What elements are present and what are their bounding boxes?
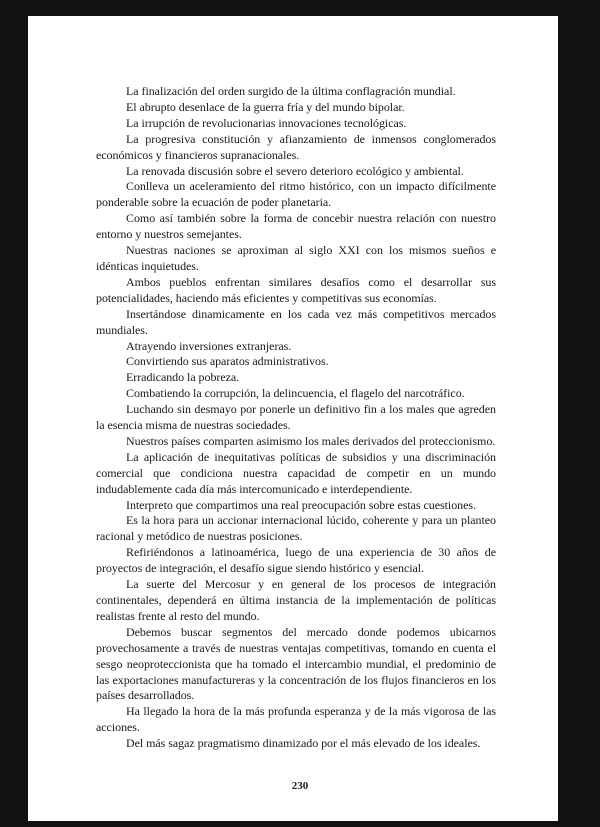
paragraph: Insertándose dinamicamente en los cada vez más competitivos mercados mundiales. — [96, 306, 496, 337]
paragraph: Nuestros países comparten asimismo los males derivados del proteccionismo. — [126, 433, 496, 448]
paragraph: Ambos pueblos enfrentan similares desafíos como el desarrollar sus potencialidades, haciendo más eficientes y competitivas sus economías. — [96, 274, 496, 305]
paragraph: Interpreto que compartimos una real preocupación sobre estas cuestiones. — [126, 497, 476, 512]
scan-border-right — [558, 0, 600, 827]
paragraph: La irrupción de revolucionarias innovaciones tecnológicas. — [126, 115, 407, 130]
scan-border-left — [0, 0, 28, 827]
paragraph: Combatiendo la corrupción, la delincuencia, el flagelo del narcotráfico. — [126, 386, 465, 401]
paragraph: La renovada discusión sobre el severo deterioro ecológico y ambiental. — [126, 163, 464, 178]
paragraph: Nuestras naciones se aproximan al siglo XXI con los mismos sueños e idénticas inquietudes. — [96, 243, 496, 273]
paragraph: Ha llegado la hora de la más profunda esperanza y de la más vigorosa de las acciones. — [96, 704, 496, 735]
paragraph: Convirtiendo sus aparatos administrativos. — [126, 354, 329, 369]
scan-border-bottom — [0, 821, 600, 827]
paragraph: La suerte del Mercosur y en general de los procesos de integración continentales, dependerá en última instancia de la implementación de políticas realistas frente al resto del mundo. — [96, 577, 496, 623]
paragraph: Del más sagaz pragmatismo dinamizado por el más elevado de los ideales. — [126, 736, 481, 751]
page-number: 230 — [291, 780, 309, 792]
paragraph: Luchando sin desmayo por ponerle un definitivo fin a los males que agreden la esencia misma de nuestras sociedades. — [96, 402, 496, 433]
paragraph: Conlleva un aceleramiento del ritmo histórico, con un impacto difícilmente ponderable sobre la ecuación de poder planetaria. — [96, 179, 496, 210]
paragraph: Como así también sobre la forma de concebir nuestra relación con nuestro entorno y nuestros semejantes. — [96, 211, 496, 242]
paragraph: La progresiva constitución y afianzamiento de inmensos conglomerados económicos y financieros supranacionales. — [96, 131, 496, 162]
paragraph: La finalización del orden surgido de la última conflagración mundial. — [126, 84, 456, 98]
scan-border-top — [0, 0, 600, 16]
paragraph: Refiriéndonos a latinoamérica, luego de una experiencia de 30 años de proyectos de integración, el desafío sigue siendo histórico y esencial. — [96, 545, 496, 576]
paragraph: La aplicación de inequitativas políticas de subsidios y una discriminación comercial que condiciona nuestra capacidad de competir en un mundo indudablemente cada día más intercomunicado e interdependiente. — [96, 449, 496, 496]
paragraph: Erradicando la pobreza. — [126, 370, 240, 385]
body-text — [96, 84, 496, 752]
paragraph: Es la hora para un accionar internacional lúcido, coherente y para un planteo racional y metódico de nuestras posiciones. — [96, 513, 496, 544]
paragraph: Atrayendo inversiones extranjeras. — [126, 338, 292, 353]
paragraph: Debemos buscar segmentos del mercado donde podemos ubicarnos provechosamente a través de nuestras ventajas competitivas, tomando en cuenta el sesgo neoproteccionista que ha tomado el intercambio mundial, el predominio de las exportaciones manufactureras y la concentración de los flujos financieros en los países desarrollados. — [96, 624, 496, 703]
paragraph: El abrupto desenlace de la guerra fría y del mundo bipolar. — [126, 99, 405, 114]
